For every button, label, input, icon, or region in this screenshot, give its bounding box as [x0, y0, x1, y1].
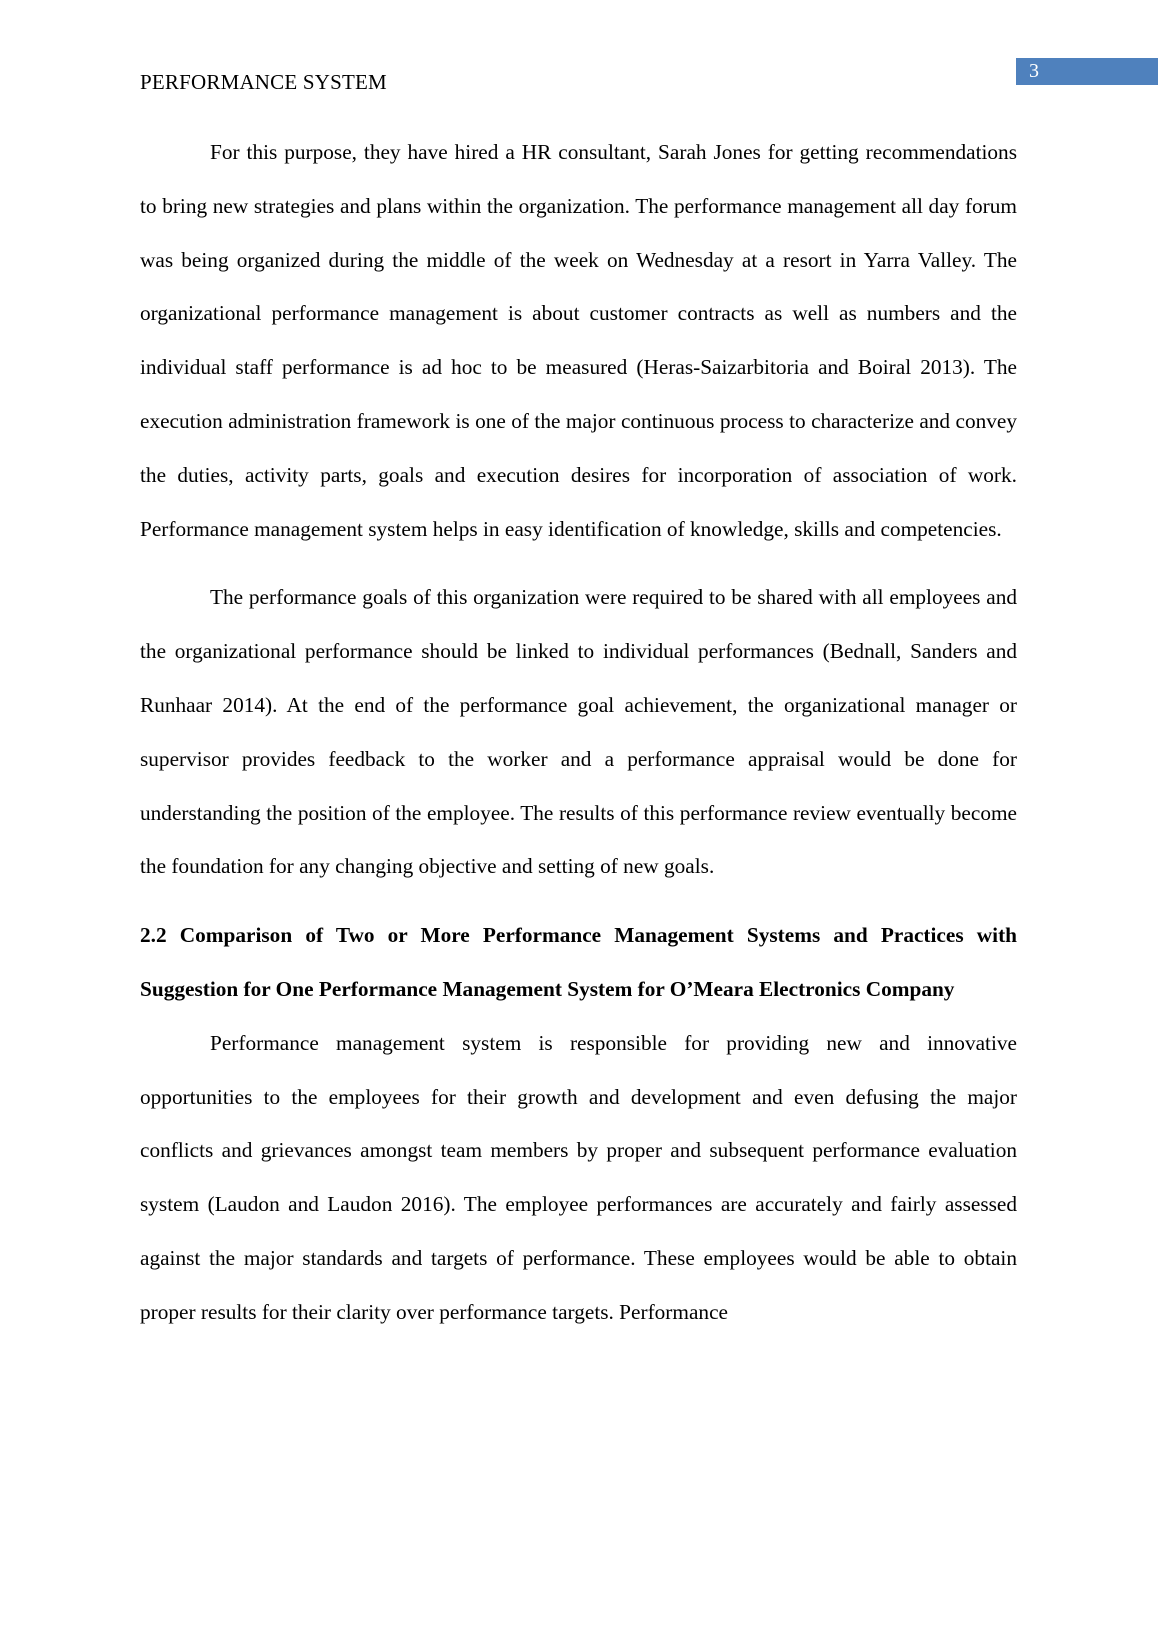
page-number: 3	[1029, 60, 1039, 82]
document-body	[140, 126, 1017, 1340]
paragraph-3: Performance management system is responsible for providing new and innovative opportunities to the employees for their growth and development and even defusing the major conflicts and grievances amongst team members by proper and subsequent performance evaluation system (Laudon and Laudon 2016). The employee performances are accurately and fairly assessed against the major standards and targets of performance. These employees would be able to obtain proper results for their clarity over performance targets. Performance	[140, 1030, 1017, 1324]
paragraph-spacer	[140, 894, 1017, 909]
paragraph-1: For this purpose, they have hired a HR consultant, Sarah Jones for getting recommendations to bring new strategies and plans within the organization. The performance management all day forum was being organized during the middle of the week on Wednesday at a resort in Yarra Valley. The organizational performance management is about customer contracts as well as numbers and the individual staff performance is ad hoc to be measured (Heras-Saizarbitoria and Boiral 2013). The execution administration framework is one of the major continuous process to characterize and convey the duties, activity parts, goals and execution desires for incorporation of association of work. Performance management system helps in easy identification of knowledge, skills and competencies.	[140, 140, 1017, 541]
section-heading: 2.2 Comparison of Two or More Performance Management Systems and Practices with Suggestion for One Performance Management System for O’Meara Electronics Company	[140, 923, 1017, 1001]
running-head: PERFORMANCE SYSTEM	[140, 70, 387, 94]
paragraph-spacer	[140, 556, 1017, 571]
paragraph-2: The performance goals of this organization were required to be shared with all employees and the organizational performance should be linked to individual performances (Bednall, Sanders and Runhaar 2014). At the end of the performance goal achievement, the organizational manager or supervisor provides feedback to the worker and a performance appraisal would be done for understanding the position of the employee. The results of this performance review eventually become the foundation for any changing objective and setting of new goals.	[140, 585, 1017, 879]
